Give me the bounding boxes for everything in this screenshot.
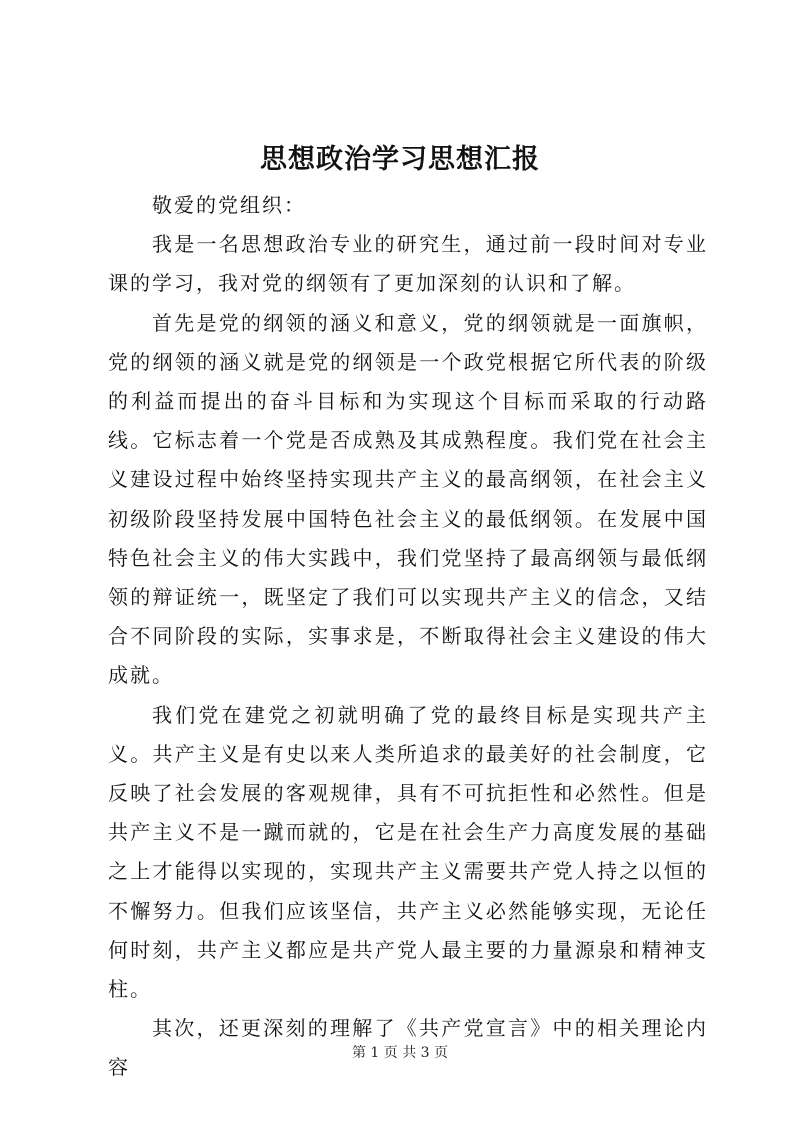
salutation: 敬爱的党组织： xyxy=(152,193,306,217)
document-body xyxy=(108,186,708,1088)
page-number: 第 1 页 共 3 页 xyxy=(351,1045,449,1061)
paragraph-2: 首先是党的纲领的涵义和意义，党的纲领就是一面旗帜，党的纲领的涵义就是党的纲领是一个政党根据它所代表的阶级的利益而提出的奋斗目标和为实现这个目标而采取的行动路线。它标志着一个党是否成熟及其成熟程度。我们党在社会主义建设过程中始终坚持实现共产主义的最高纲领，在社会主义初级阶段坚持发展中国特色社会主义的最低纲领。在发展中国特色社会主义的伟大实践中，我们党坚持了最高纲领与最低纲领的辩证统一，既坚定了我们可以实现共产主义的信念，又结合不同阶段的实际，实事求是，不断取得社会主义建设的伟大成就。 xyxy=(108,310,708,688)
paragraph-1: 我是一名思想政治专业的研究生，通过前一段时间对专业课的学习，我对党的纲领有了更加深刻的认识和了解。 xyxy=(108,232,708,296)
paragraph-4: 其次，还更深刻的理解了《共产党宣言》中的相关理论内容 xyxy=(108,1016,708,1080)
paragraph-3: 我们党在建党之初就明确了党的最终目标是实现共产主义。共产主义是有史以来人类所追求的最美好的社会制度，它反映了社会发展的客观规律，具有不可抗拒性和必然性。但是共产主义不是一蹴而就的，它是在社会生产力高度发展的基础之上才能得以实现的，实现共产主义需要共产党人持之以恒的不懈努力。但我们应该坚信，共产主义必然能够实现，无论任何时刻，共产主义都应是共产党人最主要的力量源泉和精神支柱。 xyxy=(108,702,708,1002)
document-title: 思想政治学习思想汇报 xyxy=(260,144,540,175)
